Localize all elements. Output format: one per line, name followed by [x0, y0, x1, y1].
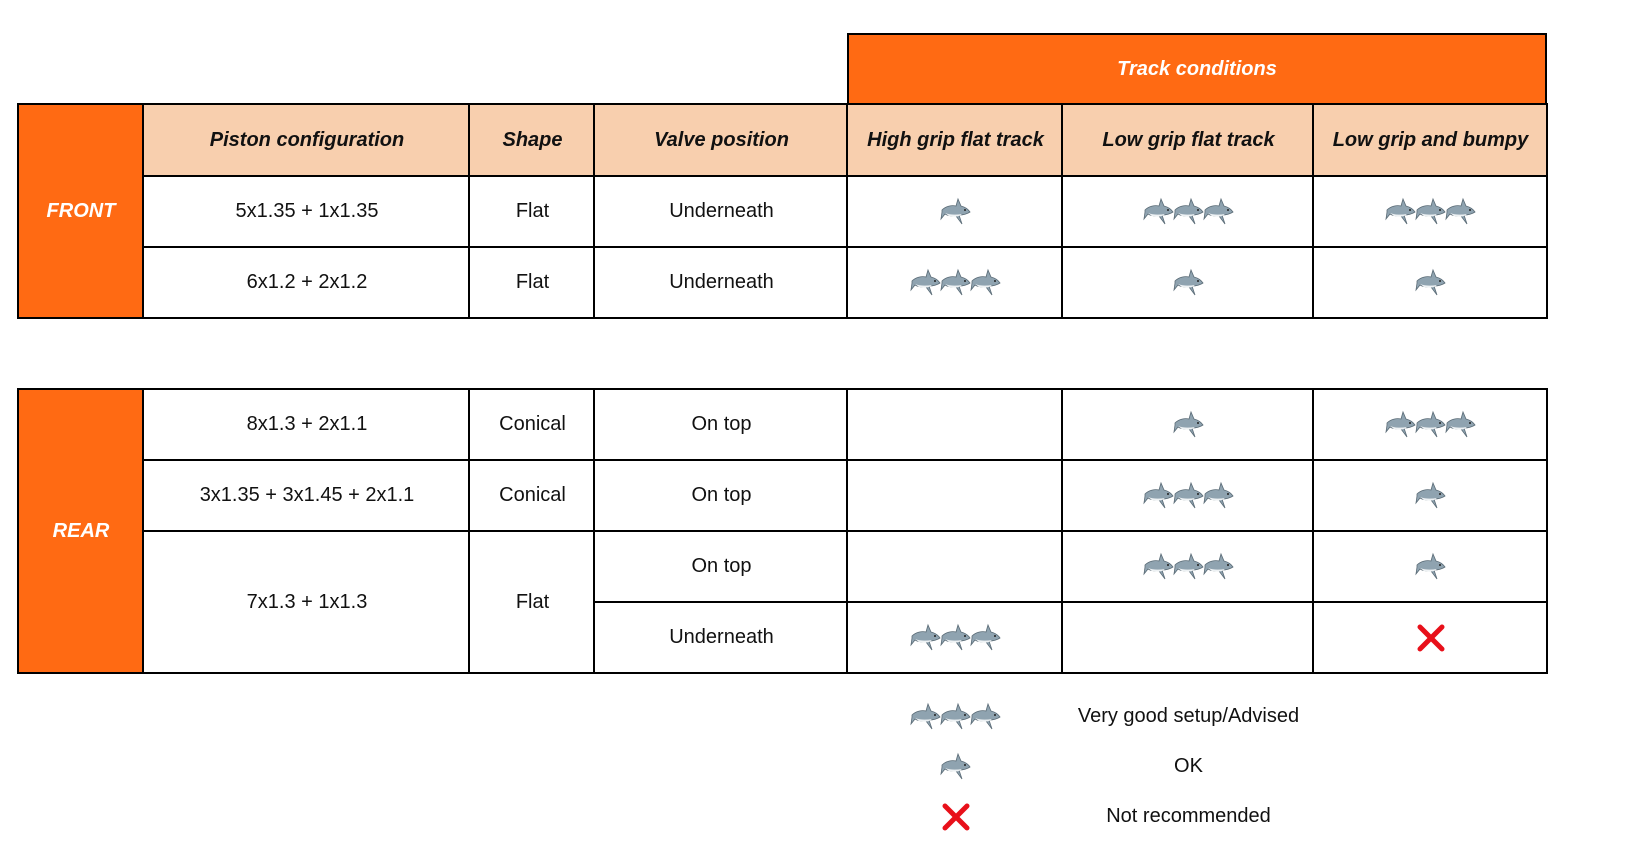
legend-ok-label: OK	[1174, 755, 1203, 777]
front-divider	[468, 104, 470, 318]
front-row-2-piston: 6x1.2 + 2x1.2	[246, 271, 368, 293]
front-divider	[593, 104, 595, 318]
front-row-1-piston: 5x1.35 + 1x1.35	[235, 200, 379, 222]
legend-very-good-label: Very good setup/Advised	[1077, 705, 1300, 727]
rear-divider	[142, 389, 144, 673]
rear-divider	[143, 530, 1547, 532]
shark-icon	[970, 702, 1002, 732]
rear-divider	[594, 601, 1547, 603]
col-header-valve: Valve position	[595, 104, 848, 176]
rear-row-1-valve: On top	[691, 413, 752, 435]
shark-icon	[940, 752, 972, 782]
front-divider	[143, 175, 1547, 177]
rear-label-text: REAR	[52, 519, 110, 542]
front-divider	[143, 246, 1547, 248]
front-divider	[846, 104, 848, 318]
rear-divider	[143, 459, 1547, 461]
legend-not-recommended-icon	[848, 795, 1063, 839]
front-label-text: FRONT	[46, 199, 116, 222]
front-divider	[1061, 104, 1063, 318]
rear-row-2-piston: 3x1.35 + 3x1.45 + 2x1.1	[199, 484, 415, 506]
front-row-1-shape: Flat	[515, 200, 550, 222]
shark-icon	[910, 702, 942, 732]
front-table-border	[17, 103, 1548, 319]
rear-row-2-valve: On top	[691, 484, 752, 506]
col-header-shape: Shape	[470, 104, 595, 176]
col-header-piston: Piston configuration	[144, 104, 470, 176]
cross-icon	[941, 802, 971, 832]
col-header-low-grip-bumpy: Low grip and bumpy	[1314, 104, 1547, 176]
shark-icon	[940, 702, 972, 732]
front-row-2-valve: Underneath	[669, 271, 774, 293]
rear-divider	[846, 389, 848, 673]
col-header-high-grip: High grip flat track	[848, 104, 1063, 176]
rear-row-3-shape: Flat	[515, 590, 550, 613]
rear-row-4-valve: Underneath	[669, 626, 774, 648]
rear-row-3-valve: On top	[691, 555, 752, 577]
rear-divider	[593, 389, 595, 673]
front-divider	[1312, 104, 1314, 318]
rear-divider	[1061, 389, 1063, 673]
front-row-1-valve: Underneath	[669, 200, 774, 222]
legend-ok-icon	[848, 745, 1063, 789]
legend-not-recommended-label: Not recommended	[1106, 805, 1271, 827]
track-conditions-label: Track conditions	[1117, 58, 1277, 80]
front-divider	[142, 104, 144, 318]
rear-divider	[468, 389, 470, 673]
rear-row-3-piston: 7x1.3 + 1x1.3	[246, 590, 368, 613]
front-row-2-shape: Flat	[515, 271, 550, 293]
rear-divider	[1312, 389, 1314, 673]
rear-row-1-piston: 8x1.3 + 2x1.1	[246, 413, 368, 435]
track-conditions-header	[847, 33, 1547, 104]
col-header-low-grip: Low grip flat track	[1063, 104, 1314, 176]
legend-very-good-icons	[848, 695, 1063, 739]
rear-row-1-shape: Conical	[499, 413, 566, 435]
rear-row-2-shape: Conical	[499, 484, 566, 506]
